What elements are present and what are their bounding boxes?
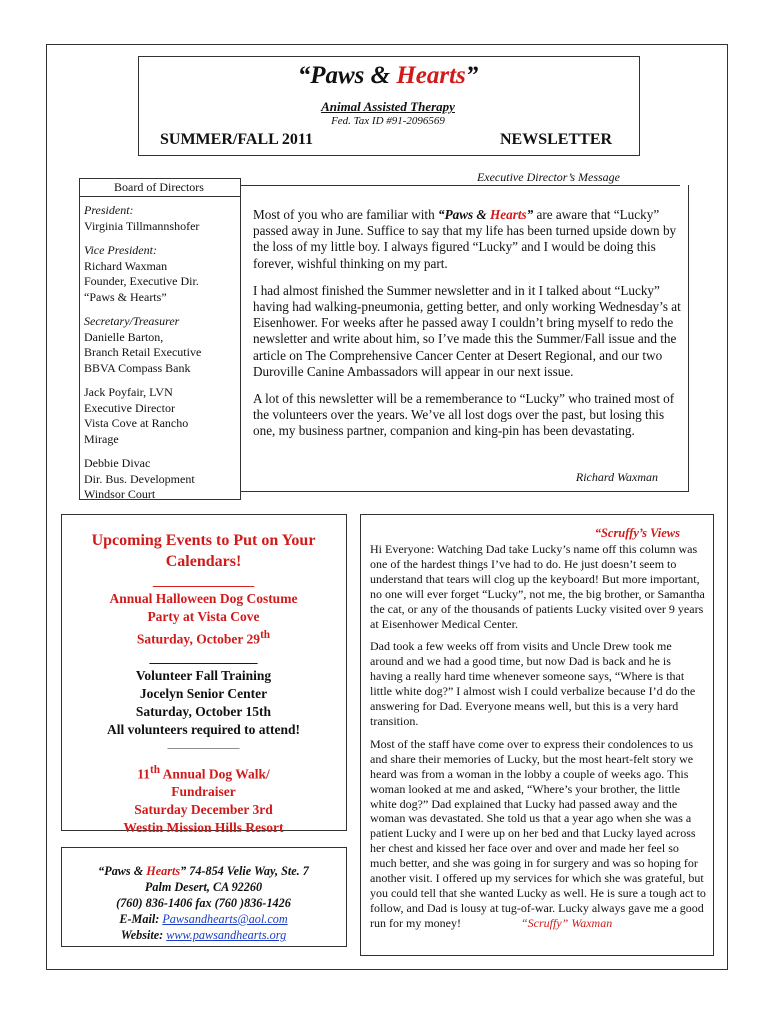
event-divider: ________________ bbox=[167, 739, 240, 750]
email-label: E-Mail: bbox=[119, 912, 163, 926]
event-date bbox=[62, 626, 345, 649]
website-label: Website: bbox=[120, 928, 167, 942]
board-member-line: Debbie Divac bbox=[84, 456, 151, 470]
message-caption: Executive Director’s Message bbox=[476, 170, 620, 184]
event-line: Jocelyn Senior Center bbox=[139, 685, 268, 701]
message-top-rule bbox=[240, 185, 680, 186]
board-member-line: Richard Waxman bbox=[84, 258, 168, 273]
scruffy-title: “Scruffy’s Views bbox=[594, 526, 680, 540]
contact-city: Palm Desert, CA 92260 bbox=[144, 880, 263, 894]
event-line: Annual Halloween Dog Costume bbox=[109, 591, 298, 606]
title-part: ” bbox=[465, 62, 479, 89]
newsletter-label: NEWSLETTER bbox=[500, 131, 613, 148]
events-heading: Upcoming Events to Put on Your bbox=[91, 532, 316, 549]
board-divider bbox=[79, 196, 241, 197]
board-member-line: BBVA Compass Bank bbox=[84, 360, 191, 375]
event-location: Westin Mission Hills Resort bbox=[123, 820, 284, 835]
address: 74-854 Velie Way, Ste. 7 bbox=[186, 864, 309, 878]
board-member-line: Danielle Barton, bbox=[84, 329, 164, 344]
subtitle: Animal Assisted Therapy bbox=[321, 99, 455, 114]
message-paragraph: A lot of this newsletter will be a rememberance to “Lucky” who trained most of the volunteers over the years. We’ve all lost dogs over the past, but losing this one, my business partner, companion and king-pin has been devastating. bbox=[253, 391, 675, 439]
event-date: Saturday, October 15th bbox=[135, 703, 272, 719]
brand: “Paws & bbox=[98, 864, 147, 878]
event-line bbox=[62, 761, 345, 784]
board-member bbox=[84, 314, 240, 376]
event-text: Annual Dog Walk/ bbox=[160, 766, 270, 781]
board-role: Secretary/Treasurer bbox=[84, 314, 180, 328]
board-member-line: Dir. Bus. Development bbox=[84, 471, 195, 486]
board-member bbox=[84, 456, 240, 503]
scruffy-text: Most of the staff have come over to express their condolences to us and share their memories of Lucky, but the most heart-felt story we heard was from a woman in the lobby a couple of weeks ago. This woman looked at me and asked, “Where’s your brother, the little white dog?” Dad explained that Lucky had passed away and the woman was devastated. She told us that a year ago when she was a patient Lucky and I were up on her bed and that Lucky layed across her chest and kissed her face over and over and made her feel so much better, and she was going in for surgery and was so hoping for another visit. I offered up my services for which she was grateful, but you could tell that she wanted Lucky as well. He is sure a tough act to follow, and Dad is lousy at tug-of-war. Lucky always gave me a good run for my money! bbox=[370, 736, 706, 930]
board-member-line: Virginia Tillmannshofer bbox=[84, 218, 200, 233]
board-member-line: Branch Retail Executive bbox=[84, 345, 202, 359]
text: are aware that “Lucky” passed away in June. Suffice to say that my life has been turned upside down by the loss of my little boy. I always figured “Lucky” and I would be doing this forever, wishful thinking on my part. bbox=[253, 207, 677, 271]
message-body bbox=[253, 207, 685, 451]
title-hearts: Hearts bbox=[396, 62, 466, 89]
board-title: Board of Directors bbox=[114, 180, 204, 194]
board-member-line: Mirage bbox=[84, 431, 119, 446]
brand-hearts: Hearts bbox=[490, 207, 527, 222]
scruffy-paragraph bbox=[370, 737, 706, 931]
ordinal: th bbox=[150, 763, 161, 776]
issue-label: SUMMER/FALL 2011 bbox=[160, 131, 314, 148]
board-member-line: Vista Cove at Rancho bbox=[84, 416, 189, 430]
text: Most of you who are familiar with bbox=[253, 207, 438, 222]
brand: ” bbox=[180, 864, 187, 878]
event-divider: ________________ bbox=[149, 649, 258, 665]
board-member-line: Founder, Executive Dir. bbox=[84, 274, 199, 288]
message-side-rule bbox=[688, 185, 689, 492]
contact-website bbox=[62, 927, 345, 943]
board-role: President: bbox=[84, 203, 134, 217]
events-list bbox=[62, 530, 345, 837]
board-member-line: Jack Poyfair, LVN bbox=[84, 385, 173, 399]
scruffy-signature: “Scruffy” Waxman bbox=[520, 915, 613, 930]
event-divider: _______________ bbox=[152, 573, 255, 588]
contact-phones: (760) 836-1406 fax (760 )836-1426 bbox=[116, 896, 291, 910]
board-member bbox=[84, 385, 240, 447]
brand: “Paws & bbox=[437, 207, 490, 222]
spacer bbox=[62, 751, 345, 761]
brand-hearts: Hearts bbox=[146, 864, 181, 878]
board-member-line: Executive Director bbox=[84, 400, 175, 415]
board-list bbox=[84, 203, 240, 512]
contact-email bbox=[62, 911, 345, 927]
board-member-line: “Paws & Hearts” bbox=[84, 289, 167, 304]
event-line: Volunteer Fall Training bbox=[135, 667, 272, 683]
contact-address bbox=[62, 863, 345, 879]
ordinal: th bbox=[260, 629, 271, 641]
message-signature: Richard Waxman bbox=[575, 470, 658, 484]
board-member-line: Windsor Court bbox=[84, 487, 156, 501]
title-part: “Paws & bbox=[297, 62, 397, 89]
scruffy-body bbox=[370, 542, 706, 931]
event-number: 11 bbox=[137, 766, 151, 781]
event-line: Fundraiser bbox=[171, 784, 236, 799]
message-bottom-rule bbox=[240, 491, 688, 492]
website-link[interactable]: www.pawsandhearts.org bbox=[166, 928, 287, 942]
board-role: Vice President: bbox=[84, 243, 157, 257]
event-date-text: Saturday, October 29 bbox=[136, 631, 261, 647]
event-line: Party at Vista Cove bbox=[147, 609, 260, 624]
contact-info bbox=[62, 863, 345, 943]
brand: ” bbox=[526, 207, 534, 222]
board-member bbox=[84, 203, 240, 234]
board-member bbox=[84, 243, 240, 305]
events-heading: Calendars! bbox=[165, 553, 242, 570]
message-paragraph: I had almost finished the Summer newsletter and in it I talked about “Lucky” having had walking-pneumonia, getting better, and only working Wednesday’s at Eisenhower. For weeks after he passed away I couldn’t bring myself to redo the newsletter and write about him, so I’ve made this the Summer/Fall issue and the article on The Comprehensive Cancer Center at Desert Regional, and our two Duroville Canine Ambassadors will appear in our next issue. bbox=[253, 282, 681, 379]
event-date: Saturday December 3rd bbox=[134, 802, 273, 817]
email-link[interactable]: Pawsandhearts@aol.com bbox=[162, 912, 288, 926]
tax-id: Fed. Tax ID #91-2096569 bbox=[331, 115, 445, 127]
newsletter-title bbox=[138, 62, 638, 90]
message-paragraph bbox=[253, 207, 685, 272]
scruffy-paragraph: Hi Everyone: Watching Dad take Lucky’s name off this column was one of the hardest things I’ve had to do. He just doesn’t seem to understand that tears will clog up the keyboard! But more important, no one will ever forget “Lucky”, not me, the big brother, or Samantha the cat, or any of the thousands of patients Lucky visited over 9 years at Eisenhower Medical Center. bbox=[370, 542, 705, 631]
scruffy-paragraph: Dad took a few weeks off from visits and Uncle Drew took me around and we had a good time, but now Dad is back and he is having a really hard time whenever someone says, “Where is that little white dog?” I almost wish I could verbalize because I’d do the answering for Dad. Everyone means well, but this is a very hard transition. bbox=[370, 639, 696, 728]
event-note: All volunteers required to attend! bbox=[107, 721, 300, 737]
